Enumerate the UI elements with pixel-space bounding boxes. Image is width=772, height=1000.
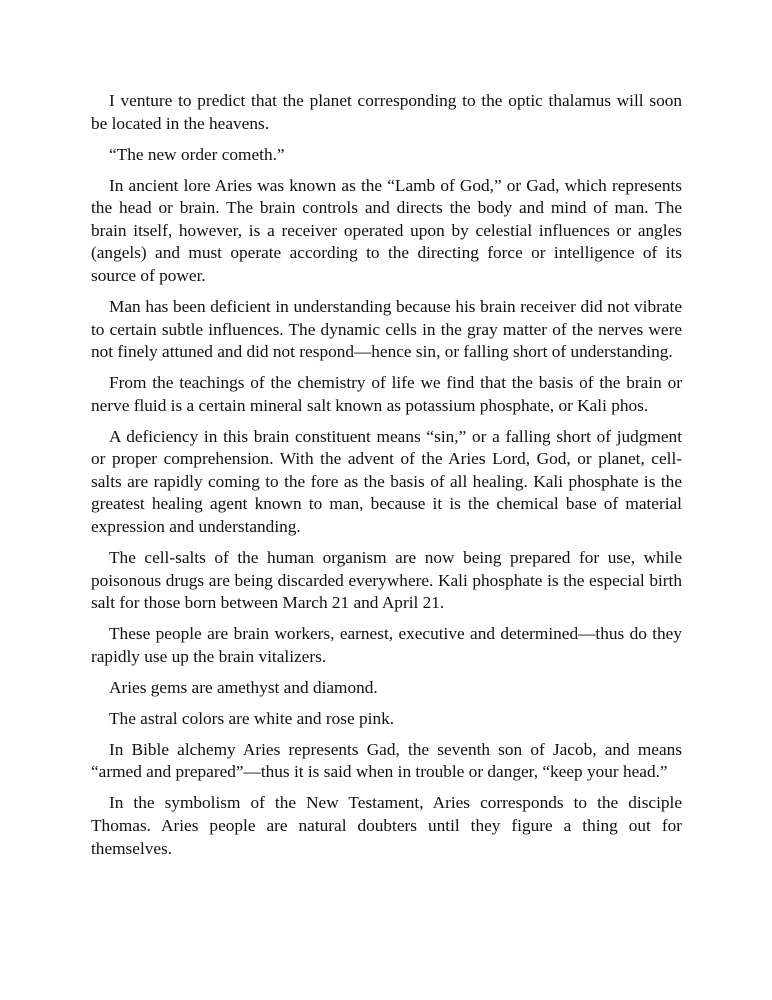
paragraph: Aries gems are amethyst and diamond. [109, 677, 378, 697]
paragraph: These people are brain workers, earnest, executive and determined—thus do they rapidly use up the brain vitalizers. [91, 624, 682, 666]
paragraph: Man has been deficient in understanding because his brain receiver did not vibrate to certain subtle influences. The dynamic cells in the gray matter of the nerves were not finely attuned and did not respond—hence sin, or falling short of understanding. [91, 296, 682, 362]
paragraph: The astral colors are white and rose pink. [109, 708, 395, 728]
paragraph: In ancient lore Aries was known as the “Lamb of God,” or Gad, which represents the head or brain. The brain controls and directs the body and mind of man. The brain itself, however, is a receiver operated upon by celestial influences or angles (angels) and must operate according to the directing force or intelligence of its source of power. [91, 175, 682, 285]
paragraph: “The new order cometh.” [109, 144, 285, 164]
paragraph: A deficiency in this brain constituent means “sin,” or a falling short of judgment or proper comprehension. With the advent of the Aries Lord, God, or planet, cell-salts are rapidly coming to the fore as the basis of all healing. Kali phosphate is the greatest healing agent known to man, because it is the chemical base of material expression and understanding. [91, 426, 682, 537]
paragraph: In Bible alchemy Aries represents Gad, the seventh son of Jacob, and means “armed and prepared”—thus it is said when in trouble or danger, “keep your head.” [91, 739, 682, 782]
paragraph: The cell-salts of the human organism are now being prepared for use, while poisonous drugs are being discarded everywhere. Kali phosphate is the especial birth salt for those born between March 21 and April 21. [91, 548, 682, 613]
paragraph: In the symbolism of the New Testament, Aries corresponds to the disciple Thomas. Aries people are natural doubters until they figure a thing out for themselves. [91, 793, 682, 858]
document-page [91, 90, 682, 869]
paragraph: From the teachings of the chemistry of life we find that the basis of the brain or nerve fluid is a certain mineral salt known as potassium phosphate, or Kali phos. [91, 373, 682, 415]
paragraph: I venture to predict that the planet corresponding to the optic thalamus will soon be located in the heavens. [91, 91, 682, 133]
